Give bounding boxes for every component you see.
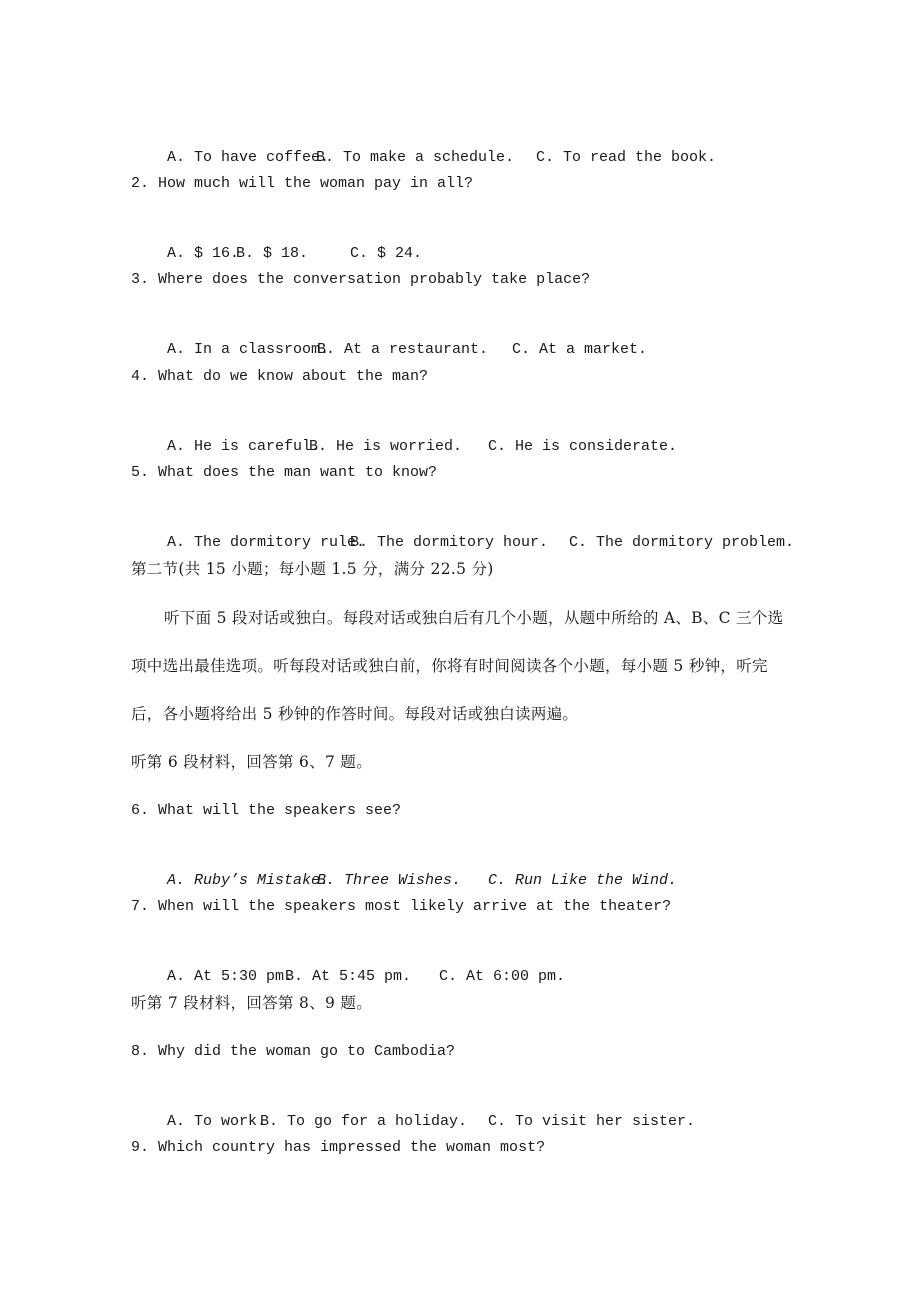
q2-option-a: A. $ 16.	[167, 245, 240, 262]
question-6: 6. What will the speakers see?	[131, 802, 402, 819]
q7-option-c: C. At 6:00 pm.	[439, 968, 566, 985]
q6-option-a: A. Ruby’s Mistake.	[167, 872, 330, 889]
question-2: 2. How much will the woman pay in all?	[131, 175, 474, 192]
question-7: 7. When will the speakers most likely arrive at the theater?	[131, 898, 672, 915]
instructions-line-3: 后，各小题将给出 5 秒钟的作答时间。每段对话或独白读两遍。	[131, 705, 579, 723]
q6-option-b: B. Three Wishes.	[317, 872, 462, 889]
q8-option-b: B. To go for a holiday.	[260, 1113, 468, 1130]
q3-option-a: A. In a classroom.	[167, 341, 330, 358]
question-8: 8. Why did the woman go to Cambodia?	[131, 1043, 456, 1060]
q1-option-a: A. To have coffee.	[167, 149, 330, 166]
question-5: 5. What does the man want to know?	[131, 464, 438, 481]
passage-6-intro: 听第 6 段材料，回答第 6、7 题。	[131, 753, 372, 771]
q4-option-a: A. He is careful.	[167, 438, 321, 455]
q4-option-b: B. He is worried.	[309, 438, 463, 455]
section-2-heading: 第二节(共 15 小题；每小题 1.5 分，满分 22.5 分)	[131, 560, 494, 578]
q5-option-a: A. The dormitory rule.	[167, 534, 366, 551]
q8-option-a: A. To work.	[167, 1113, 267, 1130]
q4-option-c: C. He is considerate.	[488, 438, 678, 455]
q6-option-c: C. Run Like the Wind.	[488, 872, 678, 889]
instructions-line-1: 听下面 5 段对话或独白。每段对话或独白后有几个小题，从题中所给的 A、B、C 三个选	[164, 609, 784, 627]
q5-option-b: B. The dormitory hour.	[350, 534, 549, 551]
q3-option-c: C. At a market.	[512, 341, 648, 358]
instructions-line-2: 项中选出最佳选项。听每段对话或独白前，你将有时间阅读各个小题，每小题 5 秒钟，听完	[131, 657, 768, 675]
q1-option-c: C. To read the book.	[536, 149, 717, 166]
q8-option-c: C. To visit her sister.	[488, 1113, 696, 1130]
q5-option-c: C. The dormitory problem.	[569, 534, 795, 551]
passage-7-intro: 听第 7 段材料，回答第 8、9 题。	[131, 994, 372, 1012]
q7-option-a: A. At 5:30 pm.	[167, 968, 294, 985]
question-9: 9. Which country has impressed the woman most?	[131, 1139, 546, 1156]
q2-option-b: B. $ 18.	[236, 245, 309, 262]
question-3: 3. Where does the conversation probably take place?	[131, 271, 591, 288]
q2-option-c: C. $ 24.	[350, 245, 423, 262]
q1-option-b: B. To make a schedule.	[316, 149, 515, 166]
q7-option-b: B. At 5:45 pm.	[285, 968, 412, 985]
question-4: 4. What do we know about the man?	[131, 368, 429, 385]
q3-option-b: B. At a restaurant.	[317, 341, 489, 358]
